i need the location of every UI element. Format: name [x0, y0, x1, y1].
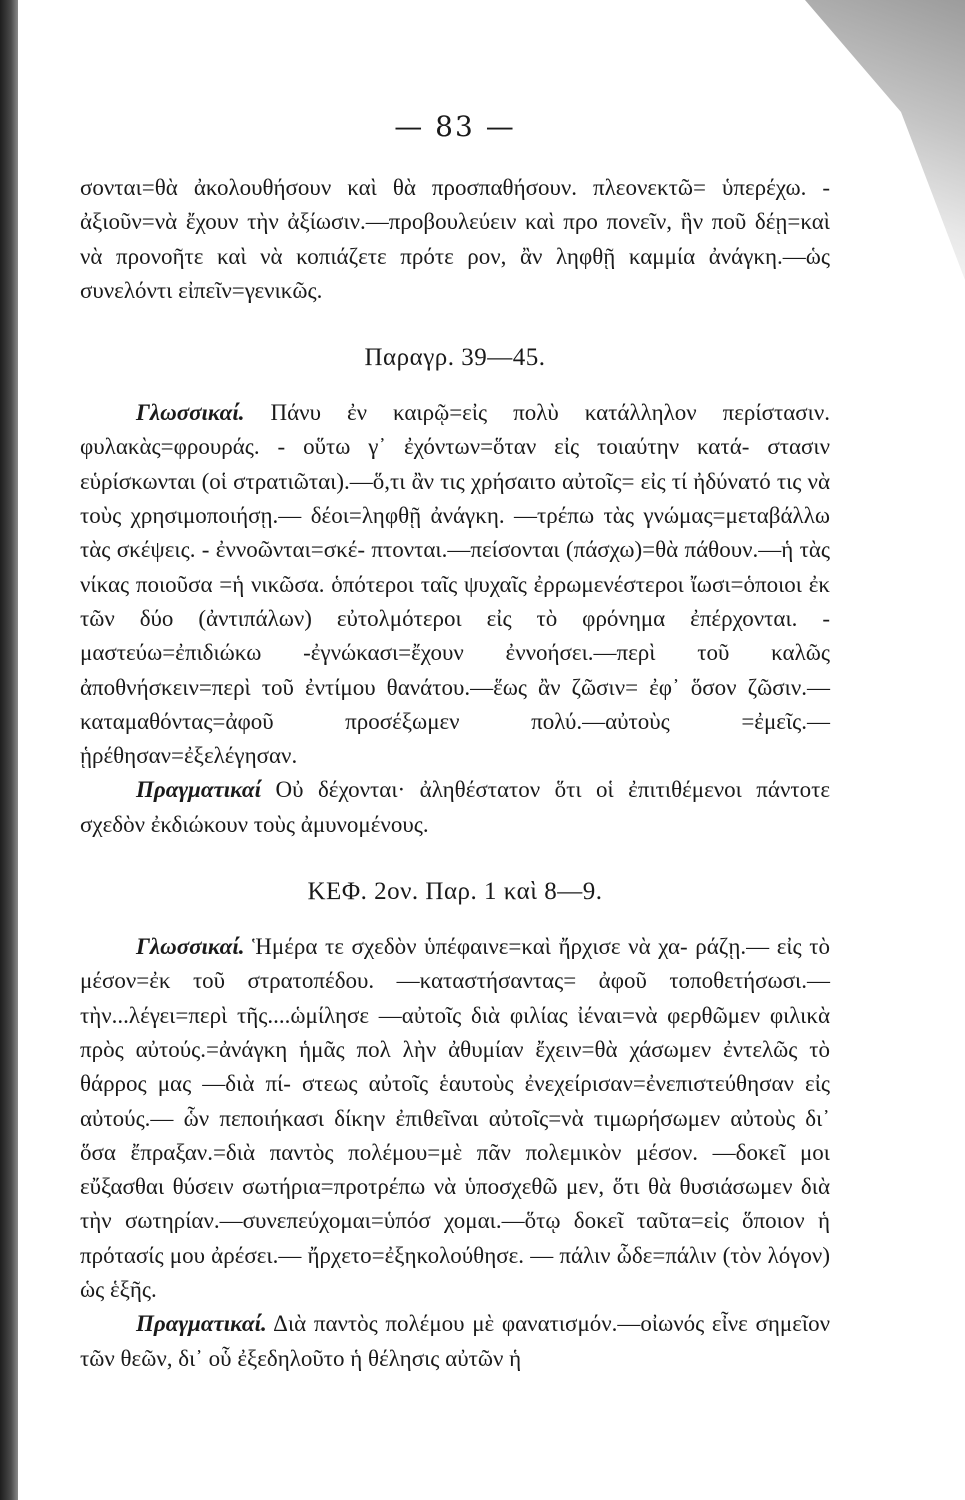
paragraph-continuation: σονται=θὰ ἀκολουθήσουν καὶ θὰ προσπαθήσουν. πλεονεκτῶ= ὑπερέχω. - ἀξιοῦν=νὰ ἔχουν τὴν ἀξίωσιν.—προβουλεύειν καὶ προ πονεῖν, ἣν ποῦ δέῃ=καὶ νὰ προνοῆτε καὶ νὰ κοπιάζετε πρότε ρον, ἂν ληφθῇ καμμία ἀνάγκη.—ὡς συνελόντι εἰπεῖν=γενικῶς. — [80, 175, 830, 303]
page-content — [80, 110, 830, 1376]
paragraph-text: Διὰ παντὸς πολέμου μὲ φανατισμόν.—οἰωνός εἶνε σημεῖον τῶν θεῶν, δι᾽ οὗ ἐξεδηλοῦτο ἡ θέλησις αὐτῶν ἡ — [80, 1311, 830, 1371]
paragraph-lead-factual: Πραγματικαί. — [136, 1311, 267, 1337]
paragraph-lead-linguistic: Γλωσσικαί. — [136, 934, 245, 960]
paragraph-factual-notes-chapter-2 — [80, 1307, 830, 1376]
paragraph-factual-notes — [80, 773, 830, 842]
book-page — [18, 0, 965, 1500]
section-heading-paragraphs-39-45: Παραγρ. 39—45. — [364, 344, 546, 372]
paragraph-lead-linguistic: Γλωσσικαί. — [136, 400, 245, 426]
paragraph-text: Ἡμέρα τε σχεδὸν ὑπέφαινε=καὶ ἤρχισε νὰ χα- ράζῃ.— εἰς τὸ μέσον=ἐκ τοῦ στρατοπέδου. —καταστήσαντας= ἀφοῦ τοποθετήσωσι.—τὴν...λέγει=περὶ τῆς....ὡμίλησε —αὐτοῖς διὰ φιλίας ἰέναι=νὰ φερθῶμεν φιλικὰ πρὸς αὐτούς.=ἀνάγκη ἡμᾶς πολ λὴν ἀθυμίαν ἔχειν=θὰ χάσωμεν ἐντελῶς τὸ θάρρος μας —διὰ πί- στεως αὐτοῖς ἑαυτοὺς ἐνεχείρισαν=ἐνεπιστεύθησαν εἰς αὐτούς.— ὧν πεποιήκασι δίκην ἐπιθεῖναι αὐτοῖς=νὰ τιμωρήσωμεν αὐτοὺς δι᾽ ὅσα ἔπραξαν.=διὰ παντὸς πολέμου=μὲ πᾶν πολεμικὸν μέσον. —δοκεῖ μοι εὔξασθαι θύσειν σωτήρια=προτρέπω νὰ ὑποσχεθῶ μεν, ὅτι θὰ θυσιάσωμεν διὰ τὴν σωτηρίαν.—συνεπεύχομαι=ὑπόσ χομαι.—ὅτῳ δοκεῖ ταῦτα=εἰς ὅποιον ἡ πρότασίς μου ἀρέσει.— ἤρχετο=ἐξηκολούθησε. — πάλιν ὧδε=πάλιν (τὸν λόγον) ὡς ἑξῆς. — [80, 934, 831, 1303]
paragraph-linguistic-notes — [80, 396, 830, 773]
paragraph-text: Οὐ δέχονται· ἀληθέστατον ὅτι οἱ ἐπιτιθέμενοι πάντοτε σχεδὸν ἐκδιώκουν τοὺς ἀμυνομένους. — [80, 777, 830, 837]
paragraph-lead-factual: Πραγματικαί — [136, 777, 262, 803]
section-heading-chapter-2: ΚΕΦ. 2ον. Παρ. 1 καὶ 8—9. — [307, 878, 603, 906]
paragraph-text: Πάνυ ἐν καιρῷ=εἰς πολὺ κατάλληλον περίστασιν. φυλακὰς=φρουράς. - οὕτω γ᾽ ἐχόντων=ὅταν εἰς τοιαύτην κατά- στασιν εὑρίσκωνται (οἱ στρατιῶται).—ὅ,τι ἂν τις χρήσαιτο αὐτοῖς= εἰς τί ἠδύνατό τις νὰ τοὺς χρησιμοποιήσῃ.— δέοι=ληφθῇ ἀνάγκη. —τρέπω τὰς γνώμας=μεταβάλλω τὰς σκέψεις. - ἐννοῶνται=σκέ- πτονται.—πείσονται (πάσχω)=θὰ πάθουν.—ἡ τὰς νίκας ποιοῦσα =ἡ νικῶσα. ὁπότεροι ταῖς ψυχαῖς ἐρρωμενέστεροι ἴωσι=ὁποιοι ἐκ τῶν δύο (ἀντιπάλων) εὐτολμότεροι εἰς τὸ φρόνημα ἐπέρχονται. - μαστεύω=ἐπιδιώκω -ἐγνώκασι=ἔχουν ἐννοήσει.—περὶ τοῦ καλῶς ἀποθνήσκειν=περὶ τοῦ ἐντίμου θανάτου.—ἕως ἂν ζῶσιν= ἐφ᾽ ὅσον ζῶσιν.—καταμαθόντας=ἀφοῦ προσέξωμεν πολύ.—αὐτοὺς =ἐμεῖς.— ᾑρέθησαν=ἐξελέγησαν. — [80, 400, 830, 769]
paragraph-linguistic-notes-chapter-2 — [80, 930, 830, 1307]
page-shadow-edge — [0, 0, 18, 1500]
page-number: — 83 — — [394, 110, 516, 143]
